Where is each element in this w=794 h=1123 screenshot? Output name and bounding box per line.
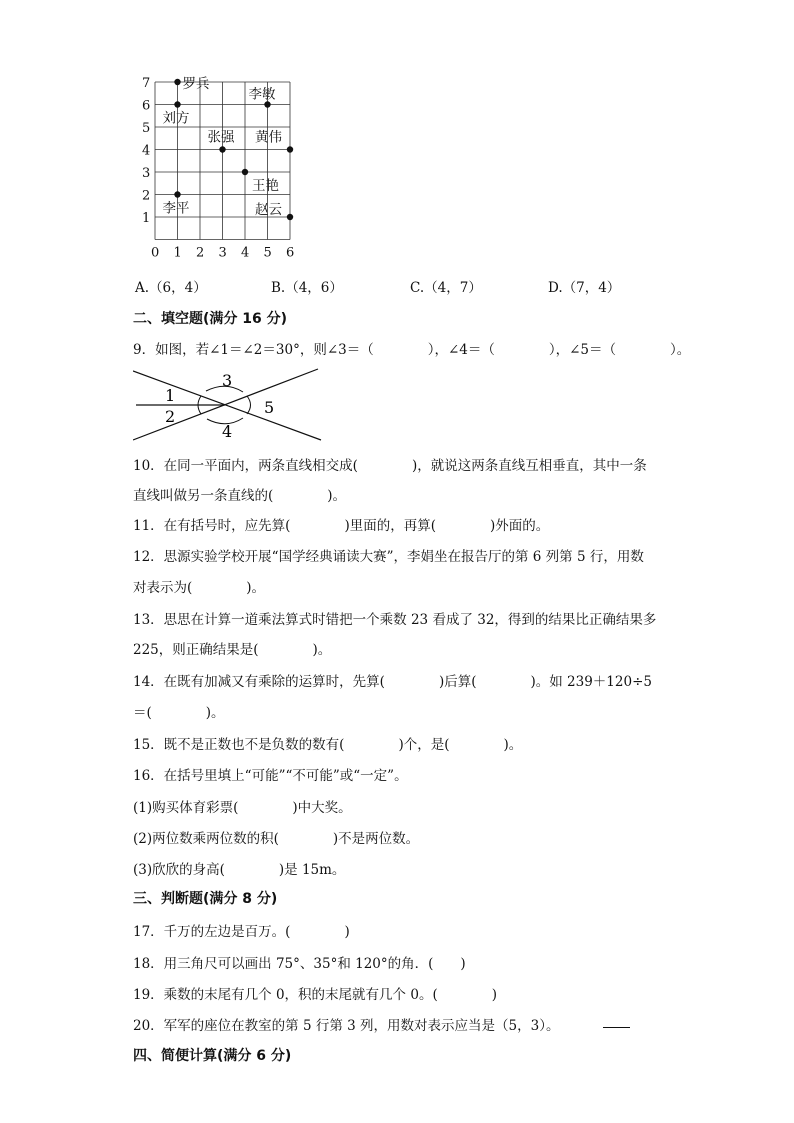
coordinate-grid-figure	[135, 72, 315, 262]
question-19: 19．乘数的末尾有几个 0，积的末尾就有几个 0。( )	[133, 987, 497, 1003]
choice-b: B.（4，6）	[271, 280, 343, 296]
angle-label-3: 3	[222, 371, 233, 390]
question-12-line-2: 对表示为( )。	[133, 580, 266, 596]
y-tick-label: 1	[142, 211, 151, 226]
point-name-label: 赵云	[255, 202, 282, 218]
x-tick-label: 1	[173, 245, 182, 261]
section-title-fill-blank: 二、填空题(满分 16 分)	[133, 311, 288, 327]
y-tick-label: 6	[142, 98, 151, 114]
question-17: 17．千万的左边是百万。( )	[133, 924, 350, 940]
question-16: 16．在括号里填上“可能”“不可能”或“一定”。	[133, 768, 408, 784]
point-name-label: 刘方	[162, 110, 190, 127]
question-14-line-2: ＝( )。	[133, 705, 225, 721]
question-16-part-2: (2)两位数乘两位数的积( )不是两位数。	[133, 831, 420, 847]
point-name-label: 张强	[207, 129, 235, 146]
question-16-part-3: (3)欣欣的身高( )是 15m。	[133, 862, 346, 878]
question-13-line-2: 225，则正确结果是( )。	[133, 642, 332, 658]
y-tick-label: 7	[142, 76, 151, 91]
grid-point	[174, 79, 180, 85]
question-13-line-1: 13．思思在计算一道乘法算式时错把一个乘数 23 看成了 32，得到的结果比正确结果多	[133, 612, 657, 628]
choice-c: C.（4，7）	[410, 280, 482, 296]
x-tick-label: 3	[218, 245, 227, 261]
angle-label-4: 4	[222, 422, 233, 441]
point-name-label: 李平	[162, 200, 190, 217]
grid-point	[242, 169, 248, 175]
angle-label-5: 5	[264, 398, 275, 417]
point-name-label: 李敏	[248, 86, 276, 103]
choice-d: D.（7，4）	[548, 280, 621, 296]
grid-point	[287, 146, 293, 152]
x-tick-label: 2	[196, 245, 205, 261]
question-10-line-1: 10．在同一平面内，两条直线相交成( )，就说这两条直线互相垂直，其中一条	[133, 458, 647, 474]
angle-label-2: 2	[165, 407, 176, 426]
section-title-simplified-calculation: 四、简便计算(满分 6 分)	[133, 1048, 292, 1064]
y-tick-label: 3	[142, 166, 151, 181]
y-axis-ticks	[142, 76, 150, 226]
question-12-line-1: 12．思源实验学校开展“国学经典诵读大赛”，李娟坐在报告厅的第 6 列第 5 行，用数	[133, 549, 644, 565]
question-18: 18．用三角尺可以画出 75°、35°和 120°的角．( )	[133, 956, 466, 972]
question-20: 20．军军的座位在教室的第 5 行第 3 列，用数对表示应当是（5，3）。	[133, 1018, 560, 1034]
angle-label-1: 1	[165, 386, 176, 405]
angle-figure	[133, 367, 323, 443]
x-axis-ticks	[151, 246, 294, 261]
y-tick-label: 2	[142, 188, 151, 204]
choice-a: A.（6，4）	[135, 280, 207, 296]
y-tick-label: 4	[142, 143, 151, 159]
answer-blank-20	[603, 1027, 630, 1028]
grid-point	[287, 214, 293, 220]
x-tick-label: 6	[286, 245, 295, 261]
grid-point	[174, 101, 180, 107]
question-10-line-2: 直线叫做另一条直线的( )。	[133, 488, 347, 504]
section-title-true-false: 三、判断题(满分 8 分)	[133, 891, 278, 907]
question-16-part-1: (1)购买体育彩票( )中大奖。	[133, 800, 352, 816]
y-tick-label: 5	[142, 121, 151, 136]
x-tick-label: 0	[151, 245, 160, 261]
x-tick-label: 5	[263, 245, 272, 261]
grid-point	[174, 191, 180, 197]
grid-point	[219, 146, 225, 152]
question-9: 9．如图，若∠1＝∠2＝30°，则∠3＝（ ），∠4＝（ ），∠5＝（ ）。	[133, 342, 691, 358]
question-14-line-1: 14．在既有加减又有乘除的运算时，先算( )后算( )。如 239＋120÷5	[133, 674, 652, 690]
question-15: 15．既不是正数也不是负数的数有( )个，是( )。	[133, 737, 523, 753]
point-name-label: 黄伟	[255, 129, 282, 146]
point-name-label: 罗兵	[182, 76, 210, 92]
point-name-label: 王艳	[252, 178, 279, 194]
question-11: 11．在有括号时，应先算( )里面的，再算( )外面的。	[133, 518, 550, 534]
x-tick-label: 4	[241, 245, 250, 261]
